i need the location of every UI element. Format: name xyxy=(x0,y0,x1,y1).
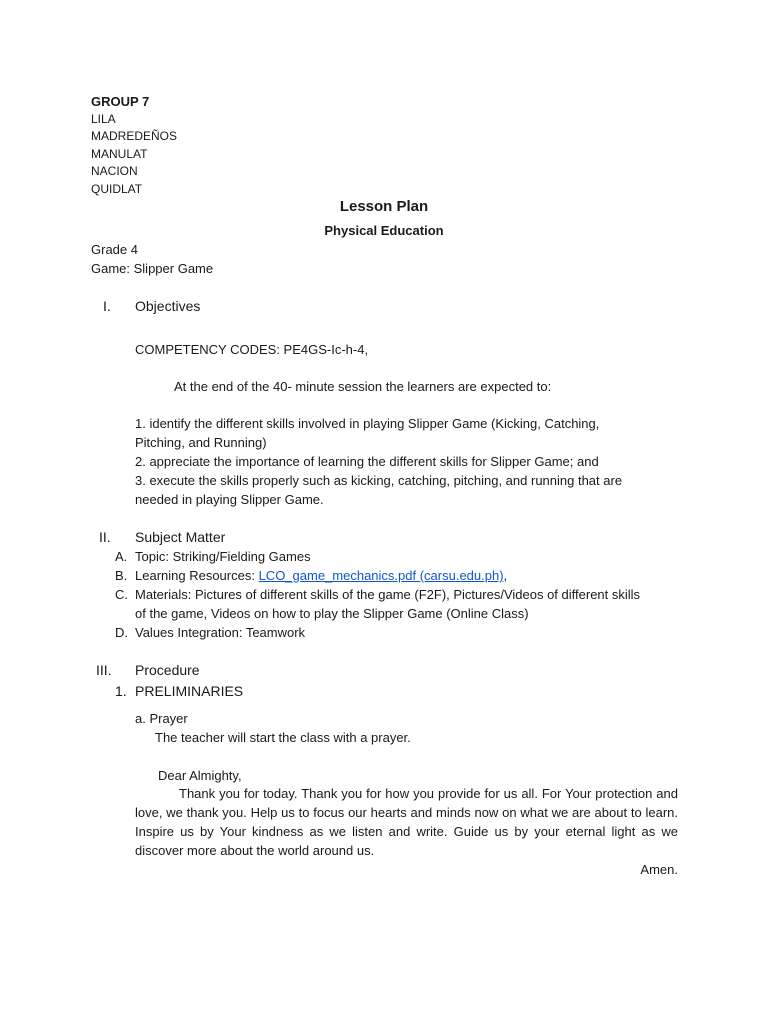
group-title: GROUP 7 xyxy=(91,94,150,109)
page-title: Lesson Plan xyxy=(339,198,429,215)
values-item: Values Integration: Teamwork xyxy=(135,625,306,640)
prayer-salutation: Dear Almighty, xyxy=(158,768,242,783)
learning-resources-label: Learning Resources: xyxy=(135,568,259,583)
competency-codes: COMPETENCY CODES: PE4GS-Ic-h-4, xyxy=(135,342,369,357)
objective-item-continued: Pitching, and Running) xyxy=(135,435,267,450)
group-member: MANULAT xyxy=(91,147,148,161)
list-marker: D. xyxy=(115,625,128,640)
objective-item: 3. execute the skills properly such as kicking, catching, pitching, and running that are xyxy=(135,473,623,488)
list-marker: C. xyxy=(115,587,128,602)
learning-resource-link[interactable]: LCO_game_mechanics.pdf (carsu.edu.ph) xyxy=(258,568,504,583)
list-marker: 1. xyxy=(115,683,127,699)
page-subtitle: Physical Education xyxy=(324,223,444,238)
section-heading-objectives: Objectives xyxy=(135,298,201,314)
section-heading-subject-matter: Subject Matter xyxy=(135,529,226,545)
prayer-label: a. Prayer xyxy=(135,711,188,726)
materials-item: Materials: Pictures of different skills of the game (F2F), Pictures/Videos of different skills xyxy=(135,587,641,602)
prayer-closing: Amen. xyxy=(640,862,678,877)
subsection-heading-preliminaries: PRELIMINARIES xyxy=(135,683,244,699)
grade-label: Grade 4 xyxy=(91,242,138,257)
section-numeral: II. xyxy=(99,529,111,545)
objectives-intro: At the end of the 40- minute session the learners are expected to: xyxy=(174,379,552,394)
topic-item: Topic: Striking/Fielding Games xyxy=(135,549,311,564)
section-heading-procedure: Procedure xyxy=(135,662,200,678)
objective-item: 2. appreciate the importance of learning the different skills for Slipper Game; and xyxy=(135,454,599,469)
list-marker: A. xyxy=(115,549,128,564)
section-numeral: III. xyxy=(96,662,112,678)
prayer-intro: The teacher will start the class with a prayer. xyxy=(155,730,411,745)
learning-resources-item xyxy=(135,567,507,584)
group-member: MADREDEÑOS xyxy=(91,129,178,143)
section-numeral: I. xyxy=(103,298,111,314)
group-member: LILA xyxy=(91,112,116,126)
prayer-body: Thank you for today. Thank you for how you provide for us all. For Your protection and love, we thank you. Help us to focus our hearts and minds now on what we are about to learn. Inspire us by Your kindness as we listen and write. Guide us by your eternal light as we discover more about the world around us. xyxy=(135,786,678,858)
group-member: NACION xyxy=(91,164,138,178)
learning-resources-suffix: , xyxy=(503,568,508,583)
group-member: QUIDLAT xyxy=(91,182,143,196)
game-label: Game: Slipper Game xyxy=(91,261,214,276)
list-marker: B. xyxy=(115,568,128,583)
objective-item-continued: needed in playing Slipper Game. xyxy=(135,492,324,507)
materials-item-continued: of the game, Videos on how to play the Slipper Game (Online Class) xyxy=(135,606,529,621)
objective-item: 1. identify the different skills involved in playing Slipper Game (Kicking, Catching, xyxy=(135,416,600,431)
